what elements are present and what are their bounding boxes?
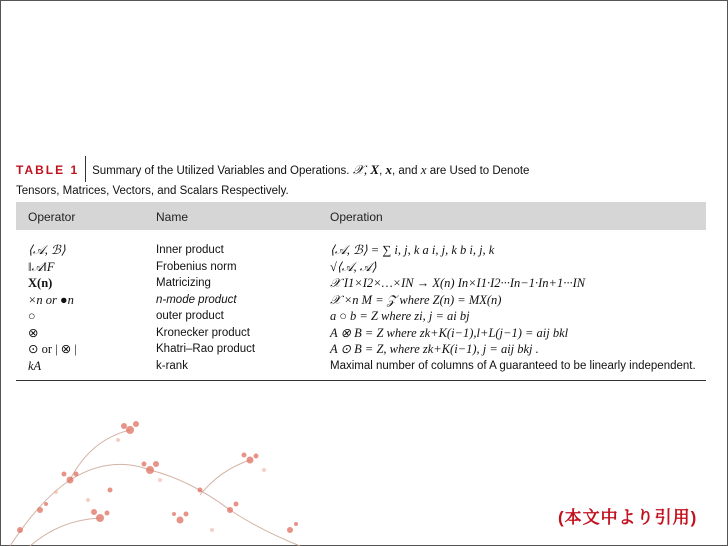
caption-sep: , xyxy=(379,165,386,177)
header-name: Name xyxy=(156,210,189,224)
table-row xyxy=(16,308,706,325)
cell-operation: 𝒳 I1×I2×…×IN → X(n) In×I1·I2···In−1·In+1···IN xyxy=(330,276,586,290)
cell-name: n-mode product xyxy=(156,293,237,306)
cell-name: Frobenius norm xyxy=(156,260,237,273)
cell-name: Khatri–Rao product xyxy=(156,343,256,355)
cell-operator: ‖𝒜‖F xyxy=(28,259,55,274)
header-operation: Operation xyxy=(330,210,383,224)
cell-operator: ○ xyxy=(28,309,36,323)
operations-table xyxy=(16,202,706,381)
cell-operation: 𝒳 ×n M = 𝒵 where Z(n) = MX(n) xyxy=(330,292,502,307)
cell-operator: ×n or ●n xyxy=(28,292,74,307)
cell-name: outer product xyxy=(156,310,224,322)
cell-name: Inner product xyxy=(156,244,224,256)
cell-operation: a ○ b = Z where zi, j = ai bj xyxy=(330,309,470,323)
table-row xyxy=(16,259,706,276)
cell-operator: kA xyxy=(28,358,42,373)
caption-var-scalar: x xyxy=(420,162,427,177)
caption-line-2: Tensors, Matrices, Vectors, and Scalars Respectively. xyxy=(16,185,289,197)
cell-name: Kronecker product xyxy=(156,326,250,339)
caption-divider xyxy=(85,156,86,182)
caption-var-vector: x xyxy=(385,162,392,177)
cell-operation: A ⊙ B = Z, where zk+K(i−1), j = aij bkj . xyxy=(330,342,539,356)
table-label: TABLE 1 xyxy=(16,163,80,177)
cell-name: Matricizing xyxy=(156,277,211,289)
cell-operation: ⟨𝒜, ℬ⟩ = ∑ i, j, k a i, j, k b i, j, k xyxy=(330,243,495,257)
table-body xyxy=(16,230,706,381)
cell-operator: ⟨𝒜, ℬ⟩ xyxy=(28,243,66,257)
table-row xyxy=(16,292,706,309)
table-row xyxy=(16,341,706,358)
caption-var-tensor: 𝒳, xyxy=(352,162,371,177)
table-caption xyxy=(16,156,716,201)
cell-operation: A ⊗ B = Z where zk+K(i−1),l+L(j−1) = aij bkl xyxy=(330,325,569,340)
cell-operation: √⟨𝒜, 𝒜⟩ xyxy=(330,259,377,274)
cell-name: k-rank xyxy=(156,359,188,372)
caption-text-3: are Used to Denote xyxy=(426,165,530,177)
caption-var-matrix: X xyxy=(370,162,380,177)
cell-operator: ⊗ xyxy=(28,325,39,340)
table-row xyxy=(16,358,706,375)
table-row xyxy=(16,242,706,259)
citation-note: (本文中より引用) xyxy=(558,508,698,527)
caption-text-1: Summary of the Utilized Variables and Operations. xyxy=(92,165,353,177)
caption-text-2: , and xyxy=(391,165,421,177)
flower-decoration xyxy=(0,400,330,546)
table-header xyxy=(16,202,706,230)
table-row xyxy=(16,275,706,292)
header-operator: Operator xyxy=(28,210,76,224)
cell-operator: ⊙ or | ⊗ | xyxy=(28,342,77,356)
cell-operator: X(n) xyxy=(28,276,53,290)
cell-operation: Maximal number of columns of A guaranteed to be linearly independent. xyxy=(330,359,696,372)
table-row xyxy=(16,325,706,342)
